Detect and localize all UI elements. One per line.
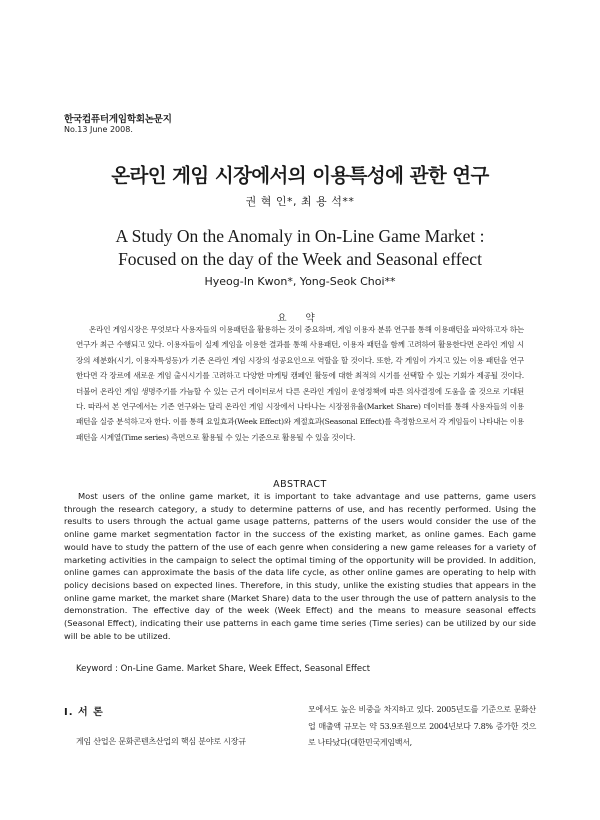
title-english-line-2: Focused on the day of the Week and Seasonal effect	[118, 249, 482, 269]
title-english-line-1: A Study On the Anomaly in On-Line Game Market :	[115, 226, 485, 246]
keywords: Keyword : On-Line Game. Market Share, Week Effect, Seasonal Effect	[76, 664, 371, 674]
abstract-korean	[76, 322, 524, 445]
abstract-english	[64, 490, 536, 642]
title-korean: 온라인 게임 시장에서의 이용특성에 관한 연구	[111, 164, 489, 187]
title-english	[0, 225, 600, 271]
abstract-english-text: Most users of the online game market, it is important to take advantage and use patterns, game users through the research category, a study to determine patterns of use, and has recently performed. Using the results to users through the actual game usage patterns, patterns of the users would consider the use of the online game market segmentation factor in the success of the existing market, as online games. Each game would have to study the pattern of the use of each genre when considering a new game releases for a variety of marketing activities in the campaign to select the optimal timing of the opportunity will be provided. In addition, online games can approximate the basis of the data life cycle, as other online games are operating to help with policy decisions based on expected lines. Therefore, in this study, unlike the existing studies that appears in the online game market, the market share (Market Share) data to the user through the use of pattern analysis to the demonstration. The effective day of the week (Week Effect) and the means to measure seasonal effects (Seasonal Effect), indicating their use patterns in each game time series (Time series) can be utilized by our side will be able to be utilized.	[64, 491, 536, 641]
journal-issue: No.13 June 2008.	[64, 125, 133, 134]
journal-name: 한국컴퓨터게임학회논문지	[64, 114, 172, 125]
authors-korean: 권 혁 인*, 최 용 석**	[245, 195, 355, 208]
body-column-right	[308, 702, 536, 752]
abstract-korean-heading: 요 약	[277, 313, 323, 324]
authors-english: Hyeog-In Kwon*, Yong-Seok Choi**	[204, 275, 396, 288]
abstract-korean-text: 온라인 게임시장은 무엇보다 사용자들의 이용패턴을 활용하는 것이 중요하며, 게임 이용자 분류 연구를 통해 이용패턴을 파악하고자 하는 연구가 최근 수행되고 있다. 이용자들이 실제 게임을 이용한 결과를 통해 사용패턴, 이용자 패턴을 함께 고려하여 활용한다면 온라인 게임 시장의 세분화(시기, 이용자특성등)가 기존 온라인 게임 시장의 성공요인으로 역할을 할 것이다. 또한, 각 게임이 가지고 있는 이용 패턴을 연구한다면 각 장르에 새로운 게임 출시시기를 고려하고 다양한 마케팅 캠페인 활동에 대한 최적의 시기를 선택할 수 있는 기회가 제공될 것이다. 더불어 온라인 게임 생명주기를 가늠할 수 있는 근거 데이터로서 다른 온라인 게임이 운영정책에 따른 의사결정에 도움을 줄 것으로 기대된다. 따라서 본 연구에서는 기존 연구와는 달리 온라인 게임 시장에서 나타나는 시장점유율(Market Share) 데이터를 통해 사용자들의 이용패턴을 실증 분석하고자 한다. 이를 통해 요일효과(Week Effect)와 계절효과(Seasonal Effect)를 측정함으로서 각 게임들이 나타내는 이용패턴을 시계열(Time series) 측면으로 활용될 수 있는 기준으로 활용될 수 있을 것이다.	[76, 325, 525, 442]
body-paragraph-right: 모에서도 높은 비중을 차지하고 있다. 2005년도를 기준으로 문화산업 매출액 규모는 약 53.9조원으로 2004년보다 7.8% 증가한 것으로 나타났다(대한민국게임백서,	[308, 705, 536, 748]
section-heading-introduction: Ⅰ. 서 론	[64, 707, 104, 718]
body-paragraph-left: 게임 산업은 문화콘텐츠산업의 핵심 분야로 시장규	[76, 737, 246, 746]
body-column-left	[64, 703, 294, 750]
abstract-english-heading: ABSTRACT	[273, 479, 327, 490]
